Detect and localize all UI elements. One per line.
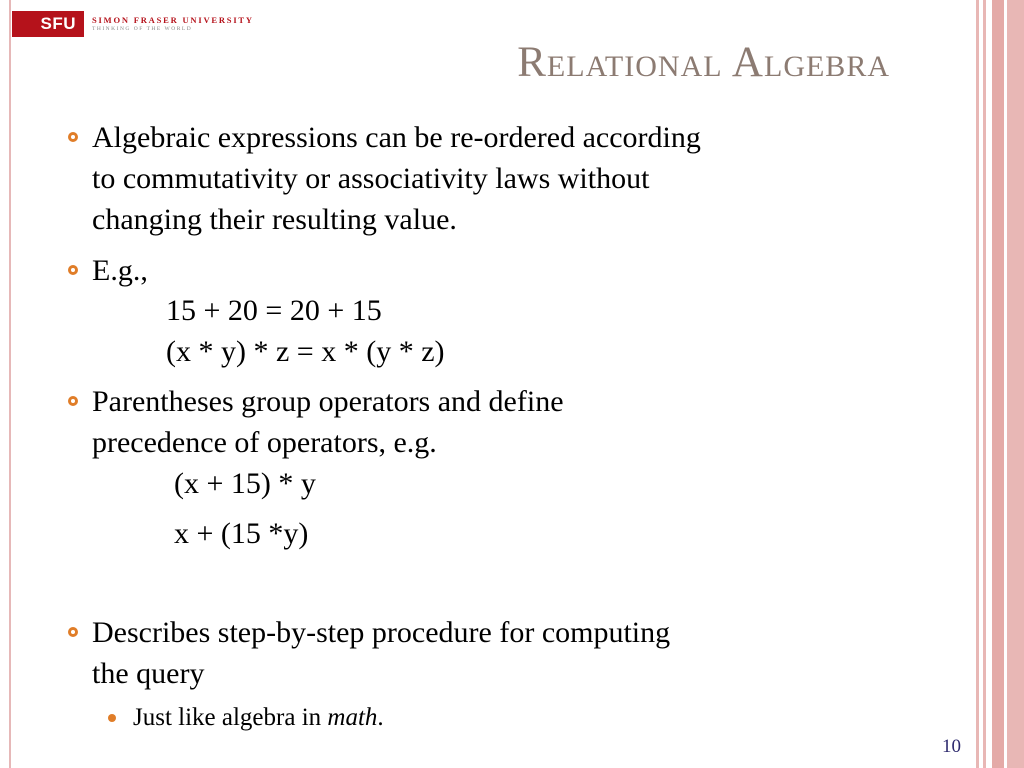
sub-bullet-text: Just like algebra in (133, 704, 328, 731)
logo-mark: SFU (12, 11, 84, 37)
example-line: (x + 15) * y (174, 467, 316, 500)
sub-bullet (133, 702, 384, 734)
bullet-2 (92, 250, 892, 291)
logo-university-name: SIMON FRASER UNIVERSITY (92, 15, 254, 25)
bullet-line: to commutativity or associativity laws without (92, 162, 650, 195)
sub-bullet-emphasis: math (327, 704, 378, 731)
bullet-icon (68, 627, 78, 637)
example-line: (x * y) * z = x * (y * z) (166, 335, 445, 368)
bullet-line: E.g., (92, 254, 148, 287)
bullet-line: Algebraic expressions can be re-ordered according (92, 121, 701, 154)
sub-bullet-icon (108, 714, 116, 722)
bullet-3 (92, 381, 892, 463)
bullet-line: precedence of operators, e.g. (92, 426, 437, 459)
example-line: 15 + 20 = 20 + 15 (166, 294, 382, 327)
bullet-1 (92, 117, 892, 240)
slide-title: Relational Algebra (517, 39, 890, 86)
sub-bullet-suffix: . (377, 704, 384, 731)
bullet-4 (92, 612, 892, 694)
bullet-icon (68, 132, 78, 142)
bullet-line: the query (92, 657, 205, 690)
example-line: x + (15 *y) (174, 517, 309, 550)
bullet-icon (68, 396, 78, 406)
bullet-icon (68, 265, 78, 275)
bullet-line: Parentheses group operators and define (92, 385, 564, 418)
bullet-line: Describes step-by-step procedure for computing (92, 616, 671, 649)
logo-tagline: THINKING OF THE WORLD (92, 26, 193, 32)
bullet-line: changing their resulting value. (92, 203, 457, 236)
page-number: 10 (942, 736, 961, 757)
